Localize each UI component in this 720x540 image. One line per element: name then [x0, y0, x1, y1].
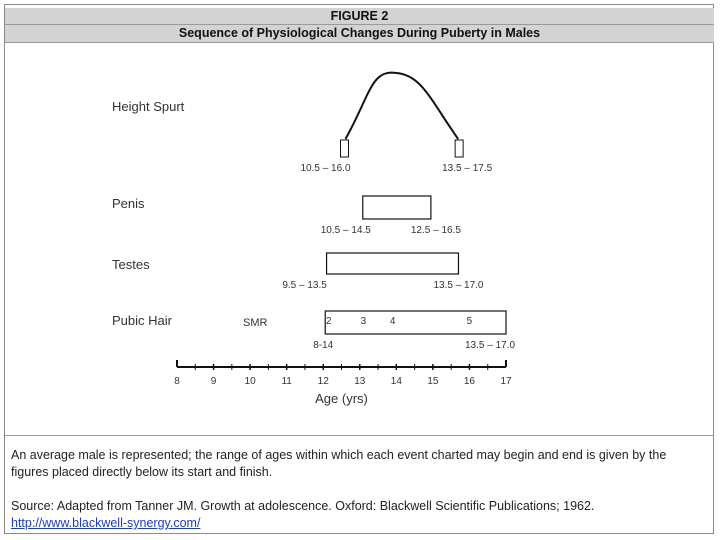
height-spurt-start-range: 10.5 – 16.0	[300, 163, 351, 174]
figure-label: FIGURE 2	[5, 8, 714, 25]
x-tick-label-11: 11	[281, 376, 292, 387]
testes-start-range: 9.5 – 13.5	[282, 280, 327, 291]
pubic-hair-end-range: 13.5 – 17.0	[464, 340, 516, 351]
x-tick-label-8: 8	[174, 376, 180, 387]
figure-title: Sequence of Physiological Changes During Puberty in Males	[5, 25, 714, 43]
testes-end-range: 13.5 – 17.0	[433, 280, 484, 291]
row-label-penis: Penis	[112, 196, 145, 211]
height-spurt-curve	[346, 73, 459, 139]
smr-label: SMR	[242, 317, 268, 329]
x-tick-label-9: 9	[210, 376, 217, 387]
height-spurt-end-marker	[455, 140, 463, 157]
smr-stage-3: 3	[360, 316, 367, 327]
penis-start-range: 10.5 – 14.5	[320, 225, 371, 236]
source-text: Source: Adapted from Tanner JM. Growth at adolescence. Oxford: Blackwell Scientific Publications; 1962.	[11, 499, 595, 513]
smr-stage-5: 5	[466, 316, 473, 327]
height-spurt-end-range: 13.5 – 17.5	[442, 163, 493, 174]
x-tick-label-12: 12	[317, 376, 329, 387]
testes-bar	[327, 253, 459, 274]
source-note	[11, 498, 701, 532]
x-tick-label-10: 10	[244, 376, 256, 387]
smr-stage-4: 4	[389, 316, 396, 327]
chart-panel	[5, 43, 714, 436]
description-note: An average male is represented; the range of ages within which each event charted may begin and end is given by the figures placed directly below its start and finish.	[11, 448, 667, 479]
smr-stage-2: 2	[325, 316, 332, 327]
penis-end-range: 12.5 – 16.5	[410, 225, 461, 236]
x-axis-title: Age (yrs)	[315, 391, 368, 406]
x-tick-label-14: 14	[390, 376, 402, 387]
row-label-testes: Testes	[112, 257, 150, 272]
pubic-hair-start-range: 8-14	[313, 340, 334, 351]
pubic-hair-bar	[325, 311, 506, 334]
x-tick-label-16: 16	[463, 376, 476, 387]
height-spurt-start-marker	[341, 140, 349, 157]
row-label-height-spurt: Height Spurt	[112, 99, 185, 114]
x-tick-label-17: 17	[500, 376, 512, 387]
x-tick-label-13: 13	[354, 376, 366, 387]
x-tick-label-15: 15	[427, 376, 439, 387]
puberty-timeline-chart	[5, 43, 714, 435]
source-link[interactable]: http://www.blackwell-synergy.com/	[11, 516, 201, 530]
row-label-pubic-hair: Pubic Hair	[112, 313, 172, 328]
penis-bar	[363, 196, 431, 219]
